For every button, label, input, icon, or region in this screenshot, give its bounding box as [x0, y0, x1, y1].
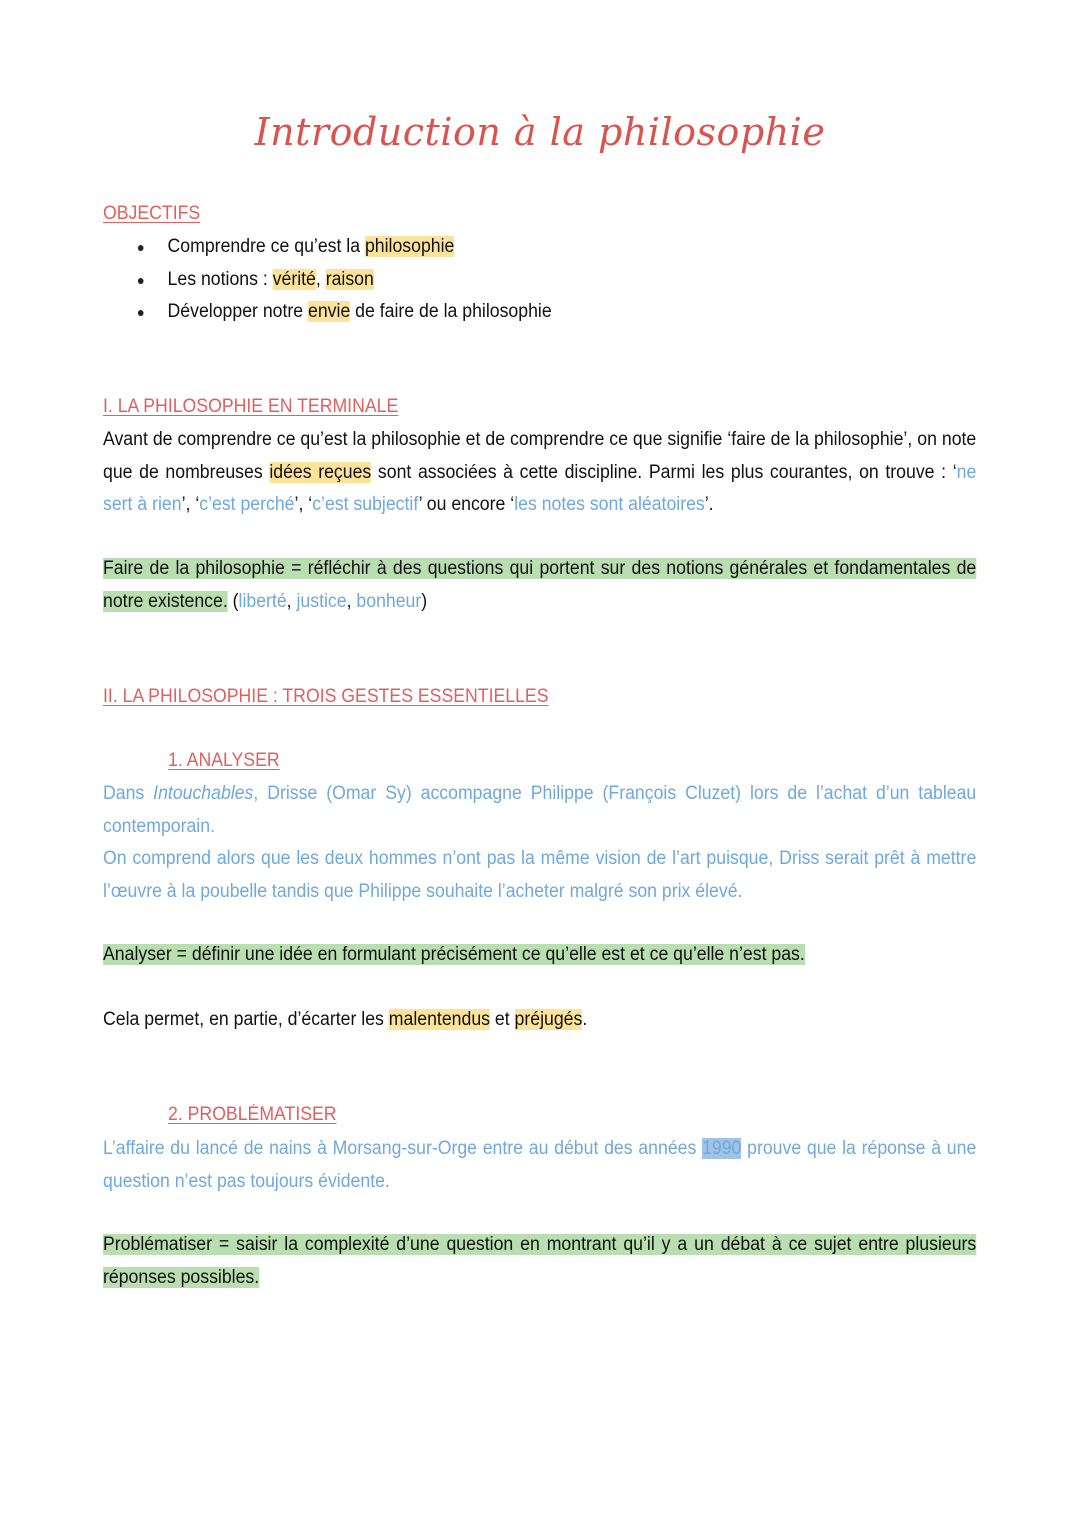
subsection-1-paragraph-1 — [103, 778, 976, 843]
list-item-text: Développer notre — [167, 301, 309, 322]
list-item-text: de faire de la philosophie — [350, 301, 552, 322]
list-item — [135, 231, 552, 264]
selected-text[interactable]: 1990 — [702, 1138, 742, 1159]
subsection-1-paragraph-3 — [103, 1004, 976, 1037]
highlight: raison — [325, 268, 374, 290]
text: , — [286, 590, 297, 612]
subsection-1-paragraph-2: On comprend alors que les deux hommes n’ont pas la même vision de l’art puisque, Driss serait prêt à mettre l’œuvre à la poubelle tandis que Philippe souhaite l’acheter malgré son prix élevé. — [103, 848, 977, 902]
section-1-paragraph — [103, 424, 976, 522]
objectives-list — [135, 231, 552, 329]
subsection-1-heading: 1. ANALYSER — [168, 750, 280, 771]
text: L’affaire du lancé de nains à Morsang-sur-Orge entre au début des années — [103, 1138, 703, 1159]
film-title: Intouchables — [153, 783, 254, 804]
definition-highlight: Faire de la philosophie = réfléchir à des questions qui portent sur des notions générales et fondamentales de notre existence. — [103, 558, 977, 612]
section-1-heading: I. LA PHILOSOPHIE EN TERMINALE — [103, 396, 399, 417]
highlight: philosophie — [364, 236, 455, 257]
quote: c’est perché — [199, 494, 295, 515]
definition-highlight: Analyser = définir une idée en formulant précisément ce qu’elle est et ce qu’elle n’est pas. — [103, 944, 805, 965]
text: ( — [227, 590, 239, 612]
text: sont associées à cette discipline. Parmi les plus courantes, on trouve : ‘ — [371, 461, 957, 483]
text: et — [489, 1009, 515, 1030]
separator: , — [315, 268, 326, 290]
list-item-text: Les notions : — [167, 268, 273, 290]
text: , Drisse (Omar Sy) accompagne Philippe (François Cluzet) lors de l’achat d’un tableau contemporain. — [103, 783, 977, 837]
highlight: vérité — [272, 268, 316, 290]
quote: les notes sont aléatoires — [514, 494, 705, 515]
example: liberté — [238, 590, 287, 612]
text: Dans — [103, 783, 154, 804]
highlight: préjugés — [514, 1009, 583, 1030]
text: ’, ‘ — [181, 494, 200, 515]
example: justice — [296, 590, 347, 612]
quote: ne sert à rien — [103, 461, 977, 515]
quote: c’est subjectif — [312, 494, 419, 515]
text: . — [582, 1009, 588, 1030]
objectives-heading: OBJECTIFS — [103, 203, 201, 224]
example: bonheur — [356, 590, 422, 612]
highlight: idées reçues — [269, 461, 372, 483]
subsection-2-paragraph — [103, 1133, 976, 1198]
highlight: malentendus — [388, 1009, 490, 1030]
text: Avant de comprendre ce qu’est la philosophie et de comprendre ce que signifie ‘faire de la philosophie’, on note que de nombreuses — [103, 429, 977, 483]
definition-highlight: Problématiser = saisir la complexité d’une question en montrant qu’il y a un débat à ce sujet entre plusieurs réponses possibles. — [103, 1234, 977, 1288]
section-2-heading: II. LA PHILOSOPHIE : TROIS GESTES ESSENTIELLES — [103, 686, 549, 707]
text: Cela permet, en partie, d’écarter les — [103, 1009, 389, 1030]
text: ’, ‘ — [294, 494, 313, 515]
subsection-1-definition — [103, 939, 976, 972]
subsection-2-definition — [103, 1229, 976, 1294]
subsection-2-heading: 2. PROBLÉMATISER — [168, 1104, 337, 1125]
text: , — [346, 590, 357, 612]
list-item — [135, 296, 552, 329]
list-item — [135, 264, 552, 297]
text: ) — [421, 590, 428, 612]
section-1-definition — [103, 553, 976, 618]
list-item-text: Comprendre ce qu’est la — [167, 236, 365, 257]
text: prouve que la réponse à une question n’est pas toujours évidente. — [103, 1138, 977, 1192]
text: ’ ou encore ‘ — [418, 494, 515, 515]
highlight: envie — [308, 301, 351, 322]
page-title: Introduction à la philosophie — [254, 110, 826, 154]
text: ’. — [704, 494, 714, 515]
